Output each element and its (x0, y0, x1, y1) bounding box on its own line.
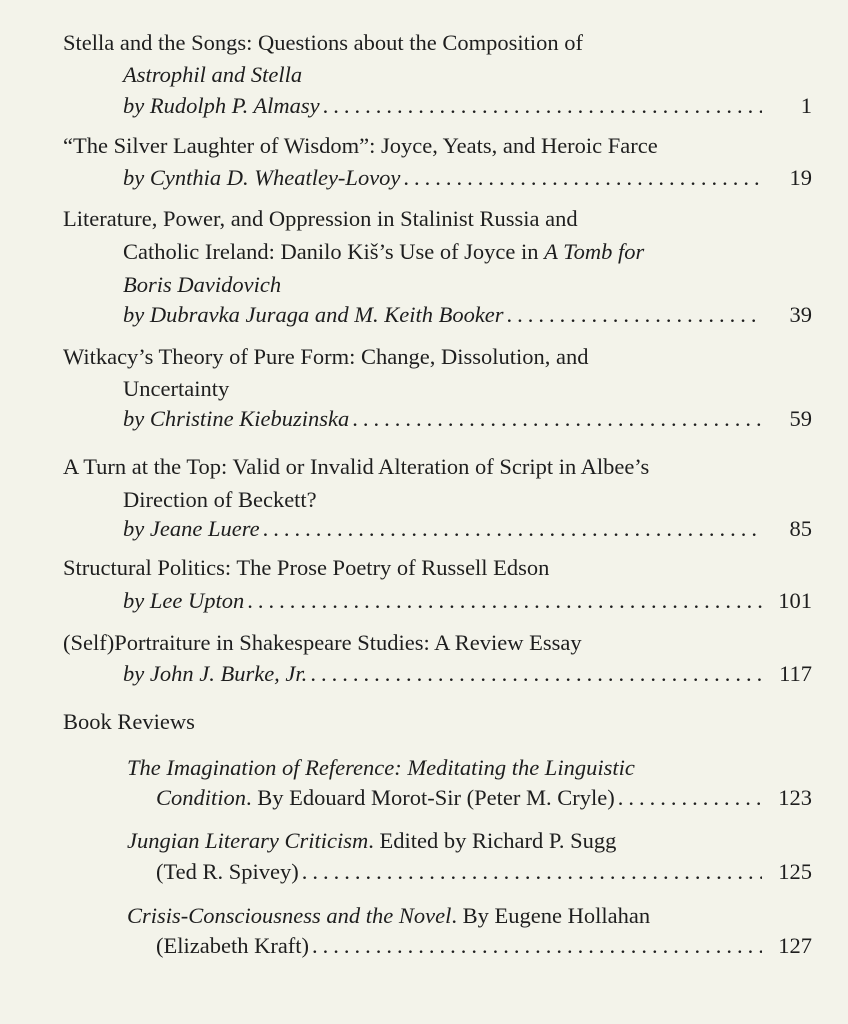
title-segment: A Turn at the Top: Valid or Invalid Alteration of Script in Albee’s (63, 454, 650, 479)
page-number: 127 (778, 933, 812, 958)
entry-title-line (63, 206, 812, 232)
dot-leader (618, 785, 762, 811)
entry-author-line (123, 516, 812, 542)
review-reviewer-line (156, 859, 812, 885)
title-segment: . By Edouard Morot-Sir (Peter M. Cryle) (246, 785, 615, 810)
title-segment: (Self)Portraiture in Shakespeare Studies: A Review Essay (63, 630, 582, 655)
dot-leader (263, 516, 762, 542)
italic-title-segment: Astrophil and Stella (123, 62, 303, 87)
title-segment: “The Silver Laughter of Wisdom”: Joyce, Yeats, and Heroic Farce (63, 133, 658, 158)
dot-leader (507, 302, 762, 328)
author-byline: by John J. Burke, Jr. (123, 661, 308, 686)
title-segment: Witkacy’s Theory of Pure Form: Change, Dissolution, and (63, 344, 589, 369)
dot-leader (247, 588, 762, 614)
dot-leader (302, 859, 762, 885)
author-byline: by Dubravka Juraga and M. Keith Booker (123, 302, 504, 327)
entry-title-line (63, 555, 812, 581)
page-number: 101 (778, 588, 812, 613)
review-title-line (127, 755, 812, 781)
entry-title-line (63, 133, 812, 159)
dot-leader (352, 406, 762, 432)
title-segment: (Elizabeth Kraft) (156, 933, 310, 958)
review-title-line (127, 903, 812, 929)
dot-leader (312, 933, 762, 959)
review-text (156, 859, 299, 885)
entry-title-line (63, 30, 812, 56)
entry-title-line (123, 376, 812, 402)
entry-title-line (63, 630, 812, 656)
page-number: 1 (800, 93, 812, 118)
author-byline: by Cynthia D. Wheatley-Lovoy (123, 165, 401, 190)
page-number: 123 (778, 785, 812, 810)
title-segment: . By Eugene Hollahan (451, 903, 651, 928)
entry-title-line (123, 272, 812, 298)
entry-title-line (63, 454, 812, 480)
page-number: 125 (778, 859, 812, 884)
italic-title-segment: Crisis-Consciousness and the Novel (127, 903, 452, 928)
review-reviewer-line (156, 933, 812, 959)
italic-title-segment: The Imagination of Reference: Meditating the Linguistic (127, 755, 635, 780)
italic-title-segment: A Tomb for (544, 239, 645, 264)
entry-author-line (123, 165, 812, 191)
page-number: 39 (789, 302, 812, 327)
author-byline: by Rudolph P. Almasy (123, 93, 320, 118)
dot-leader (310, 661, 762, 687)
review-title-line (127, 828, 812, 854)
entry-title-line (123, 487, 812, 513)
title-segment: Catholic Ireland: Danilo Kiš’s Use of Joyce in (123, 239, 545, 264)
entry-author-line (123, 661, 812, 687)
author-byline: by Jeane Luere (123, 516, 260, 541)
page-number: 19 (789, 165, 812, 190)
italic-title-segment: Condition (156, 785, 247, 810)
title-segment: Structural Politics: The Prose Poetry of Russell Edson (63, 555, 550, 580)
review-text (156, 933, 309, 959)
entry-author-line (123, 302, 812, 328)
page-number: 85 (789, 516, 812, 541)
title-segment: Direction of Beckett? (123, 487, 317, 512)
entry-title-line (123, 62, 812, 88)
page-number: 117 (779, 661, 812, 686)
title-segment: . Edited by Richard P. Sugg (368, 828, 617, 853)
entry-title-line (63, 344, 812, 370)
entry-author-line (123, 588, 812, 614)
review-reviewer-line (156, 785, 812, 811)
page-number: 59 (789, 406, 812, 431)
title-segment: (Ted R. Spivey) (156, 859, 299, 884)
author-byline: by Christine Kiebuzinska (123, 406, 350, 431)
review-text (156, 785, 615, 811)
title-segment: Uncertainty (123, 376, 230, 401)
italic-title-segment: Jungian Literary Criticism (127, 828, 369, 853)
author-byline: by Lee Upton (123, 588, 245, 613)
dot-leader (323, 93, 762, 119)
entry-title-line (123, 239, 812, 265)
title-segment: Stella and the Songs: Questions about the Composition of (63, 30, 583, 55)
book-reviews-heading: Book Reviews (63, 709, 195, 734)
dot-leader (403, 165, 762, 191)
entry-author-line (123, 406, 812, 432)
italic-title-segment: Boris Davidovich (123, 272, 282, 297)
entry-author-line (123, 93, 812, 119)
title-segment: Literature, Power, and Oppression in Stalinist Russia and (63, 206, 578, 231)
